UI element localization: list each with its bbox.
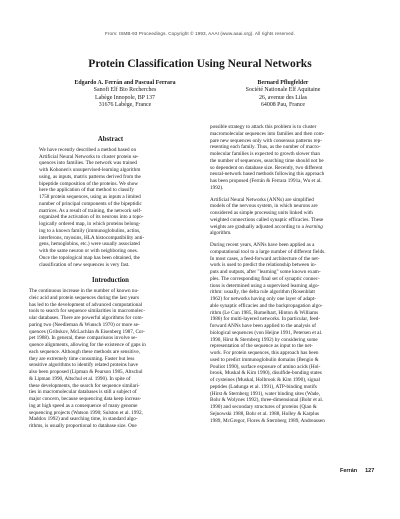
paragraph-applications: [210, 242, 373, 424]
text-line: (Hirst & Sternberg 1991), water binding sites (Wade,: [210, 390, 320, 397]
text-line: rithm (Le Cun 1985, Rumelhart, Hinton & Williams: [210, 309, 319, 316]
text-line: these developments, the search for sequence similari-: [29, 382, 140, 389]
text-line: able synaptic efficacies and the backpropagation algo-: [210, 302, 323, 309]
text-line: ples. The corresponding final set of synaptic connec-: [210, 275, 320, 282]
text-line: sequencing projects (Watson 1990; Sulston et al. 1992,: [29, 409, 143, 416]
text-line: weighted connections called synaptic efficacies. These: [210, 216, 324, 223]
emphasis-learning: learning: [305, 223, 323, 230]
text-line: algorithm.: [210, 230, 232, 237]
text-line: brook, Muskal & Kim 1990), disulfide-bonding states: [210, 370, 322, 377]
text-line: sensitive algorithms to identify related proteins have: [29, 362, 138, 369]
text-line: [210, 224, 373, 231]
text-line: the number of sequences, searching time should not be: [210, 157, 324, 164]
text-line: computational tool to a large number of different fields.: [210, 248, 326, 255]
affiliation-line: 26, avenue des Lilas: [258, 94, 308, 101]
text-line: Pouliot 1990), surface exposure of amino acids (Hol-: [210, 363, 321, 370]
text-line: rithms, is usually proportional to database size. One: [29, 423, 137, 429]
text-line: 1990, Hirst & Sternberg 1992) by considering some: [210, 336, 318, 343]
text-line: with the same neuron or with neighboring ones.: [39, 248, 139, 254]
text-line: tools to search for sequence similarities in macromolec-: [29, 308, 145, 315]
text-line: work. For protein sequences, this approach has been: [210, 350, 319, 356]
text-line: using, as inputs, matrix patterns derived from the: [39, 173, 141, 180]
text-span: weights are gradually adjusted according to a: [210, 223, 306, 230]
text-line: has been proposed (Ferrán & Ferrara 1991a, Wu et al.: [210, 178, 322, 184]
text-line: also been proposed (Lipman & Pearson 1985, Altschul: [29, 369, 143, 375]
running-head: Ferrán: [340, 468, 358, 474]
text-line: 1990) and secondary structures of proteins (Qian &: [210, 404, 317, 410]
text-line: pet 1988). In general, these comparisons involve se-: [29, 335, 138, 342]
text-line: has led to the development of advanced computational: [29, 301, 143, 308]
text-line: here the application of that method to classify: [39, 187, 134, 194]
text-line: number of principal components of the bipeptidic: [39, 200, 142, 207]
text-line: ing at high speed as a consequence of many genome: [29, 402, 138, 409]
source-copyright-line: From: ISMB-93 Proceedings. Copyright © 1993, AAAI (www.aaai.org). All rights reserved.: [105, 31, 295, 36]
text-line: with Kohonen's unsupervised-learning algorithm: [39, 167, 141, 173]
text-line: work is used to predict the relationship between in-: [210, 262, 317, 269]
text-line: puts and outputs, after "learning" some known exam-: [210, 269, 321, 275]
text-line: considered as simple processing units linked with: [210, 210, 313, 216]
text-line: Once the topological map has been obtained, the: [39, 254, 140, 261]
text-line: rithm: usually, the delta rule algorithm (Rosenblatt: [210, 289, 315, 296]
text-line: of cysteines (Muskal, Holbrook & Kim 1990), signal: [210, 377, 320, 383]
text-line: quences into families. The network was trained: [39, 160, 138, 167]
text-line: ular databases. There are powerful algorithms for com-: [29, 315, 144, 321]
text-line: possible strategy to attack this problem is to cluster: [210, 124, 317, 130]
text-line: Artificial Neural Networks to cluster protein se-: [39, 153, 139, 160]
text-line: logically ordered map, in which proteins belong-: [39, 221, 141, 227]
text-line: The continuous increase in the number of known nu-: [29, 288, 139, 294]
page-footer: [340, 468, 374, 474]
text-line: During recent years, ANNs have been applied as a: [210, 242, 315, 248]
text-line: each sequence. Although these methods are sensitive,: [29, 348, 140, 355]
text-line: quence alignments, allowing for the existence of gaps in: [29, 342, 146, 348]
affiliation-line: Société Nationale Elf Aquitaine: [245, 87, 321, 94]
text-line: neural-network based methods following this approach: [210, 171, 325, 178]
text-line: gens, hemoglobins, etc.) were usually associated: [39, 241, 140, 248]
text-line: Maddox 1992) and searching time, in standard algo-: [29, 416, 138, 423]
text-line: 1962) for networks having only one layer of adapt-: [210, 296, 317, 302]
author-names: Bernard Pflugfelder: [257, 80, 309, 86]
text-line: matrices. As a result of training, the network self-: [39, 207, 142, 214]
text-line: forward ANNs have been applied to the analysis of: [210, 323, 317, 329]
affiliation-line: 31676 Labège, France: [98, 102, 152, 109]
author-names: Edgardo A. Ferrán and Pascual Ferrara: [74, 80, 176, 86]
text-line: ties in macromolecular databases is still a subject of: [29, 389, 137, 396]
abstract-heading: Abstract: [97, 136, 124, 143]
paragraph-strategy: [210, 124, 373, 192]
text-line: ing to a known family (immunoglobulins, actins,: [39, 227, 141, 234]
text-line: used to predict immunoglobulin domains (Bengio &: [210, 356, 319, 363]
text-line: major concern, because sequencing data keep increas-: [29, 396, 142, 402]
text-line: representation of the sequence as input to the net-: [210, 343, 313, 350]
text-line: cleic acid and protein sequences during the last years: [29, 294, 140, 301]
text-line: so dependent on database size. Recently, two different: [210, 164, 323, 171]
text-line: peptides (Ladunga et al. 1991), ATP-binding motifs: [210, 383, 317, 390]
paragraph-ann-lines: [210, 197, 373, 224]
text-line: biological sequences (von Heijne 1991, Petersen et al.: [210, 329, 323, 336]
affiliation-line: Labège Innopole, BP 137: [95, 94, 155, 101]
text-line: & Lipman 1990, Altschul et al. 1990). In spite of: [29, 375, 131, 382]
text-line: quences (Gribskov, McLachlan & Eisenberg 1987, Cor-: [29, 328, 145, 335]
introduction-body: [29, 288, 192, 430]
right-column: [210, 124, 373, 424]
text-line: classification of new sequences is very fast.: [39, 261, 130, 268]
text-line: Bohr & Wolynes 1992), three-dimensional (Bohr et al.: [210, 397, 324, 404]
text-line: molecular families is expected to growth slower than: [210, 151, 320, 157]
text-line: organized the activation of its neurons into a topo-: [39, 214, 144, 221]
text-line: paring two (Needleman & Wunsch 1970) or more se-: [29, 321, 140, 328]
text-line: bipeptide composition of the proteins. We show: [39, 180, 139, 187]
text-line: interferons, myosins, HLA histocompatibility anti-: [39, 234, 145, 241]
paper-title: Protein Classification Using Neural Networks: [88, 58, 312, 70]
text-line: 1992).: [210, 184, 224, 191]
text-line: Artificial Neural Networks (ANNs) are simplified: [210, 196, 314, 203]
text-line: 1989, McGregor, Flores & Sternberg 1989, Andreassen: [210, 417, 325, 424]
page-number: 127: [365, 468, 375, 474]
text-line: resenting each family. Thus, as the number of macro-: [210, 144, 321, 151]
author-block-1: [50, 80, 200, 110]
text-line: Sejnowski 1988, Bohr et al. 1988, Holley & Karplus: [210, 410, 320, 417]
text-line: pare new sequences only with consensus patterns rep-: [210, 137, 322, 144]
left-column: [29, 137, 192, 430]
text-line: We have recently described a method based on: [39, 146, 137, 153]
affiliation-line: 64008 Pau, France: [260, 102, 305, 109]
text-line: macromolecular sequences into families and then com-: [210, 130, 325, 137]
introduction-heading: Introduction: [92, 277, 129, 285]
text-line: 1986) for multi-layered networks. In particular, feed-: [210, 316, 321, 323]
text-line: 1758 protein sequences, using as inputs a limited: [39, 194, 141, 200]
affiliation-line: Sanofi Elf Bio Recherches: [93, 87, 157, 94]
text-line: models of the nervous system, in which neurons are: [210, 203, 318, 210]
abstract-body: [29, 147, 192, 269]
text-line: tions is determined using a supervised learning algo-: [210, 282, 320, 289]
text-line: In most cases, a feed-forward architecture of the net-: [210, 255, 320, 262]
paragraph-ann-definition: [210, 197, 373, 238]
author-block-2: [208, 80, 358, 110]
text-line: they are extremely time consuming. Faster but less: [29, 355, 135, 362]
